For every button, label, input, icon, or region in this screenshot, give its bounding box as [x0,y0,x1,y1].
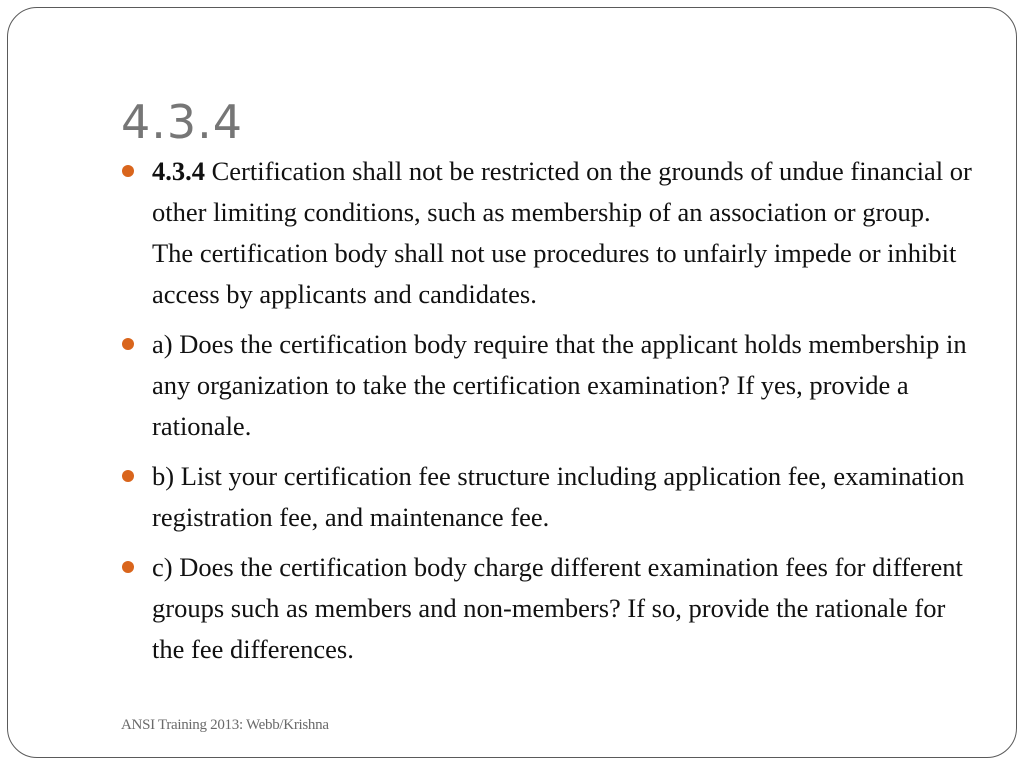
bullet-text: a) Does the certification body require that the applicant holds membership in any organization to take the certification examination? If yes, provide a rationale. [152,329,967,441]
bullet-item-4-3-4 [122,151,972,315]
bullet-dot-icon [122,165,134,177]
bullet-dot-icon [122,338,134,350]
slide-title: 4.3.4 [121,95,244,149]
bullet-item-a [122,324,972,447]
slide-frame [7,7,1017,758]
bullet-text: Certification shall not be restricted on the grounds of undue financial or other limiting conditions, such as membership of an association or group. The certification body shall not use procedures to unfairly impede or inhibit access by applicants and candidates. [152,156,972,309]
bullet-dot-icon [122,561,134,573]
bullet-text: b) List your certification fee structure including application fee, examination registration fee, and maintenance fee. [152,461,965,532]
bullet-item-c [122,547,972,670]
bullet-lead: 4.3.4 [152,156,205,186]
bullet-text: c) Does the certification body charge different examination fees for different groups such as members and non-members? If so, provide the rationale for the fee differences. [152,552,963,664]
bullet-item-b [122,456,972,538]
slide-footer: ANSI Training 2013: Webb/Krishna [121,717,329,733]
bullet-dot-icon [122,470,134,482]
bullet-list [122,151,972,679]
